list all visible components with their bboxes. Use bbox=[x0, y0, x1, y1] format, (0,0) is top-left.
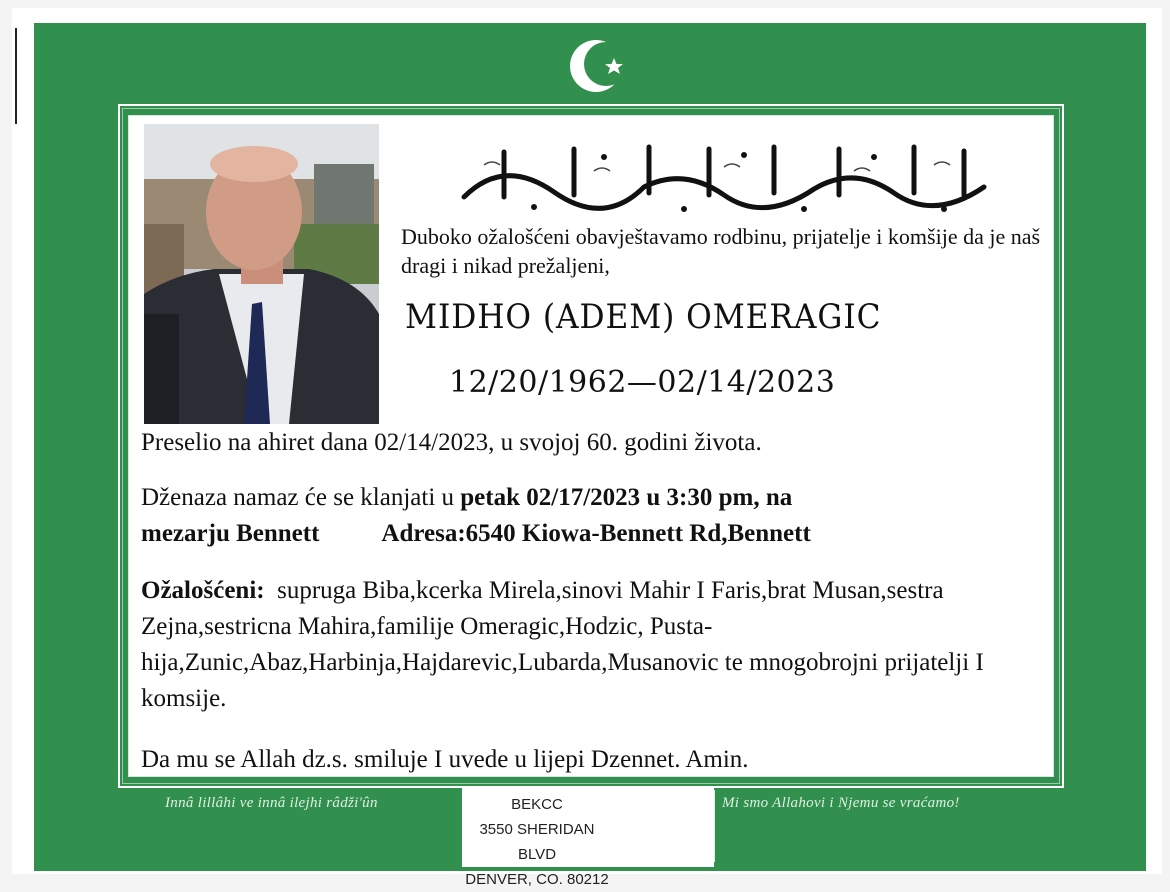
passing-text: Preselio na ahiret dana 02/14/2023, u svojoj 60. godini života. bbox=[141, 429, 762, 456]
intro-text: Duboko ožalošćeni obavještavamo rodbinu, prijatelje i komšije da je naš dragi i nikad prežaljeni, bbox=[401, 224, 1041, 278]
footer-left-text: Innâ lillâhi ve innâ ilejhi râdži'ûn bbox=[165, 795, 378, 811]
deceased-name: MIDHO (ADEM) OMERAGIC bbox=[405, 297, 882, 337]
organization-address bbox=[462, 792, 612, 892]
address-line-3: DENVER, CO. 80212 bbox=[465, 871, 609, 888]
address-line-1: BEKCC bbox=[511, 796, 563, 813]
crescent-star-icon bbox=[568, 36, 634, 96]
funeral-details bbox=[141, 480, 811, 552]
portrait-photo bbox=[144, 124, 379, 424]
funeral-place: mezarju Bennett bbox=[141, 520, 320, 547]
footer-divider bbox=[714, 790, 715, 862]
footer-right-text: Mi smo Allahovi i Njemu se vraćamo! bbox=[722, 795, 960, 811]
arabic-calligraphy-image bbox=[444, 137, 1004, 217]
mourners-list: supruga Biba,kcerka Mirela,sinovi Mahir I Faris,brat Musan,sestra Zejna,sestricna Mahira,familije Omeragic,Hodzic, Pusta-hija,Zunic,Abaz,Harbinja,Hajdarevic,Lubarda,Musanovic te mnogobrojni prijatelji I komsije. bbox=[141, 577, 984, 712]
funeral-prefix: Dženaza namaz će se klanjati u bbox=[141, 484, 461, 511]
life-dates: 12/20/1962—02/14/2023 bbox=[449, 365, 836, 400]
address-line-2: 3550 SHERIDAN BLVD bbox=[479, 821, 595, 863]
mourners-paragraph bbox=[141, 573, 1041, 717]
funeral-address: Adresa:6540 Kiowa-Bennett Rd,Bennett bbox=[381, 520, 811, 547]
page-edge-line bbox=[15, 28, 17, 124]
funeral-time: petak 02/17/2023 u 3:30 pm, na bbox=[460, 484, 793, 511]
mourners-label: Ožalošćeni: bbox=[141, 577, 265, 604]
prayer-text: Da mu se Allah dz.s. smiluje I uvede u lijepi Dzennet. Amin. bbox=[141, 746, 749, 773]
